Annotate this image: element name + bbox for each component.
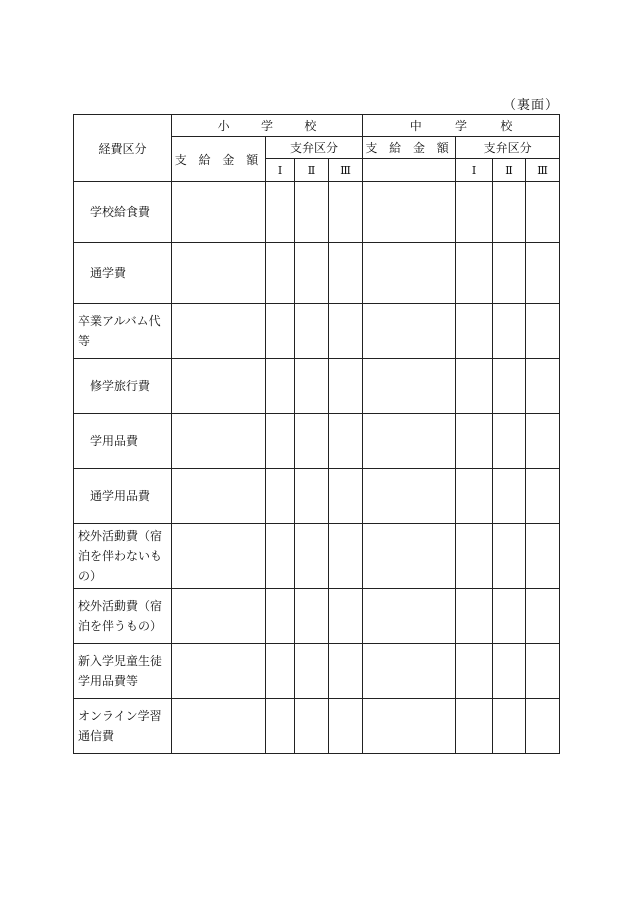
elementary-school-header <box>172 115 363 137</box>
row-label-outdoor-activity-stay: 校外活動費（宿泊を伴うもの） <box>74 589 172 644</box>
table-row <box>74 182 560 243</box>
cell[interactable] <box>172 699 266 754</box>
cell[interactable] <box>295 182 329 243</box>
cell[interactable] <box>456 644 493 699</box>
cell[interactable] <box>363 414 456 469</box>
junior-high-amount-blank <box>363 159 456 182</box>
junior-high-division-1: Ⅰ <box>456 159 493 182</box>
cell[interactable] <box>295 243 329 304</box>
cell[interactable] <box>295 589 329 644</box>
cell[interactable] <box>266 644 295 699</box>
cell[interactable] <box>493 243 526 304</box>
cell[interactable] <box>493 524 526 589</box>
cell[interactable] <box>329 243 363 304</box>
cell[interactable] <box>493 589 526 644</box>
row-label-school-lunch: 学校給食費 <box>74 182 172 243</box>
row-label-school-supplies: 学用品費 <box>74 414 172 469</box>
cell[interactable] <box>172 469 266 524</box>
cell[interactable] <box>526 182 560 243</box>
elementary-char-3: 校 <box>304 119 317 133</box>
junior-high-school-header <box>363 115 560 137</box>
cell[interactable] <box>493 304 526 359</box>
cell[interactable] <box>266 243 295 304</box>
cell[interactable] <box>172 182 266 243</box>
cell[interactable] <box>363 469 456 524</box>
junior-high-char-1: 中 <box>409 119 422 133</box>
cell[interactable] <box>295 644 329 699</box>
junior-high-division-3: Ⅲ <box>526 159 560 182</box>
cell[interactable] <box>493 469 526 524</box>
cell[interactable] <box>329 359 363 414</box>
cell[interactable] <box>172 304 266 359</box>
cell[interactable] <box>363 644 456 699</box>
cell[interactable] <box>456 304 493 359</box>
cell[interactable] <box>172 414 266 469</box>
cell[interactable] <box>456 589 493 644</box>
cell[interactable] <box>329 414 363 469</box>
cell[interactable] <box>266 699 295 754</box>
row-label-online-learning: オンライン学習通信費 <box>74 699 172 754</box>
junior-high-payment-division-header: 支弁区分 <box>456 137 560 159</box>
cell[interactable] <box>363 699 456 754</box>
table-row <box>74 699 560 754</box>
cell[interactable] <box>526 524 560 589</box>
cell[interactable] <box>526 243 560 304</box>
cell[interactable] <box>329 469 363 524</box>
cell[interactable] <box>493 699 526 754</box>
cell[interactable] <box>526 469 560 524</box>
elementary-char-1: 小 <box>217 119 230 133</box>
expense-table <box>73 114 560 754</box>
table-row <box>74 469 560 524</box>
cell[interactable] <box>266 589 295 644</box>
cell[interactable] <box>456 414 493 469</box>
table-row <box>74 644 560 699</box>
cell[interactable] <box>526 414 560 469</box>
row-label-new-enrollment-supplies: 新入学児童生徒学用品費等 <box>74 644 172 699</box>
junior-high-division-2: Ⅱ <box>493 159 526 182</box>
cell[interactable] <box>493 414 526 469</box>
table-row <box>74 414 560 469</box>
junior-high-char-2: 学 <box>455 119 468 133</box>
cell[interactable] <box>456 699 493 754</box>
row-label-commute-supplies: 通学用品費 <box>74 469 172 524</box>
cell[interactable] <box>363 359 456 414</box>
cell[interactable] <box>266 182 295 243</box>
table-row <box>74 359 560 414</box>
cell[interactable] <box>329 589 363 644</box>
cell[interactable] <box>363 524 456 589</box>
cell[interactable] <box>295 469 329 524</box>
row-label-graduation-album: 卒業アルバム代等 <box>74 304 172 359</box>
cell[interactable] <box>456 182 493 243</box>
cell[interactable] <box>295 359 329 414</box>
cell[interactable] <box>526 304 560 359</box>
cell[interactable] <box>266 359 295 414</box>
table-row <box>74 524 560 589</box>
cell[interactable] <box>295 304 329 359</box>
cell[interactable] <box>172 243 266 304</box>
cell[interactable] <box>266 414 295 469</box>
cell[interactable] <box>329 182 363 243</box>
cell[interactable] <box>526 589 560 644</box>
page-side-label: （裏面） <box>503 98 560 113</box>
cell[interactable] <box>329 699 363 754</box>
table-row <box>74 304 560 359</box>
cell[interactable] <box>172 644 266 699</box>
cell[interactable] <box>363 304 456 359</box>
cell[interactable] <box>456 243 493 304</box>
cell[interactable] <box>493 359 526 414</box>
junior-high-payment-amount-header: 支 給 金 額 <box>363 137 456 159</box>
cell[interactable] <box>363 182 456 243</box>
cell[interactable] <box>456 469 493 524</box>
cell[interactable] <box>526 644 560 699</box>
elementary-char-2: 学 <box>261 119 274 133</box>
cell[interactable] <box>295 699 329 754</box>
cell[interactable] <box>172 359 266 414</box>
cell[interactable] <box>266 469 295 524</box>
junior-high-char-3: 校 <box>500 119 513 133</box>
cell[interactable] <box>266 524 295 589</box>
cell[interactable] <box>329 304 363 359</box>
cell[interactable] <box>172 589 266 644</box>
cell[interactable] <box>295 414 329 469</box>
expense-category-header: 経費区分 <box>74 115 172 182</box>
cell[interactable] <box>363 243 456 304</box>
cell[interactable] <box>329 644 363 699</box>
cell[interactable] <box>456 359 493 414</box>
elementary-division-2: Ⅱ <box>295 159 329 182</box>
cell[interactable] <box>456 524 493 589</box>
cell[interactable] <box>526 699 560 754</box>
cell[interactable] <box>526 359 560 414</box>
row-label-commute: 通学費 <box>74 243 172 304</box>
row-label-outdoor-activity-no-stay: 校外活動費（宿泊を伴わないもの） <box>74 524 172 589</box>
cell[interactable] <box>172 524 266 589</box>
cell[interactable] <box>493 644 526 699</box>
cell[interactable] <box>266 304 295 359</box>
elementary-payment-division-header: 支弁区分 <box>266 137 363 159</box>
table-row <box>74 243 560 304</box>
cell[interactable] <box>363 589 456 644</box>
elementary-payment-amount-header: 支 給 金 額 <box>172 137 266 182</box>
elementary-division-1: Ⅰ <box>266 159 295 182</box>
cell[interactable] <box>493 182 526 243</box>
elementary-division-3: Ⅲ <box>329 159 363 182</box>
table-row <box>74 589 560 644</box>
cell[interactable] <box>295 524 329 589</box>
cell[interactable] <box>329 524 363 589</box>
row-label-school-trip: 修学旅行費 <box>74 359 172 414</box>
